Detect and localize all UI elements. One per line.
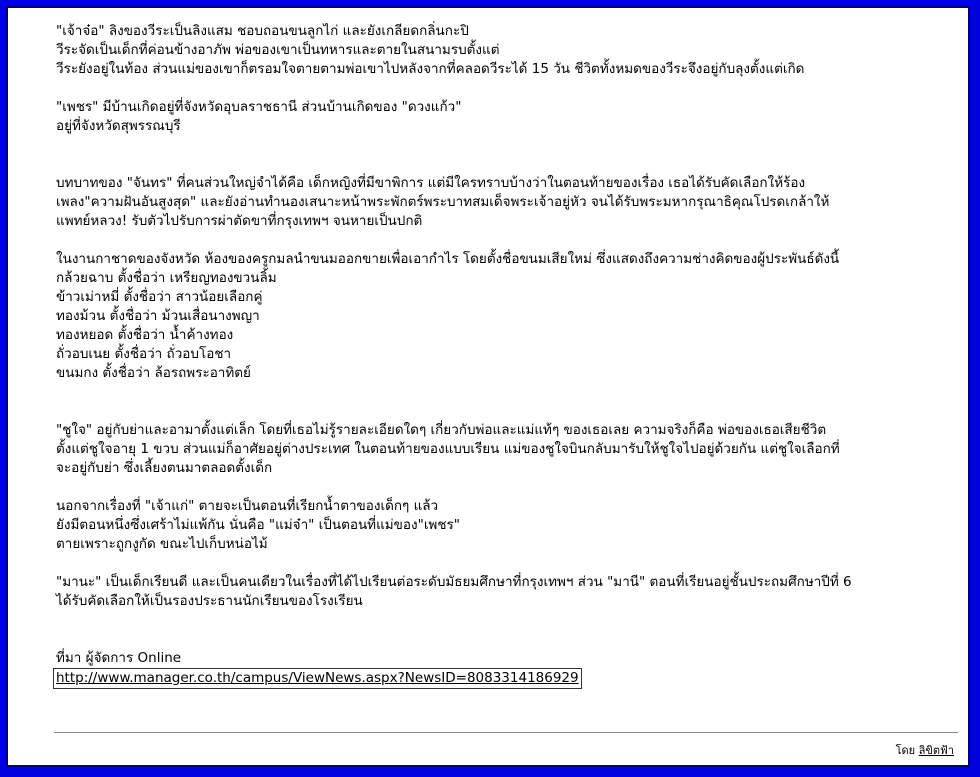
paragraph-sad-episodes (56, 497, 956, 554)
list-item: ขนมกง ตั้งชื่อว่า ล้อรถพระอาทิตย์ (56, 365, 251, 381)
paragraph-desserts (56, 250, 956, 383)
text-line: ตายเพราะถูกงูกัด ขณะไปเก็บหน่อไม้ (56, 536, 268, 552)
text-line: จะอยู่กับย่า ซึ่งเลี้ยงตนมาตลอดตั้งเด็ก (56, 460, 273, 476)
source-link[interactable]: http://www.manager.co.th/campus/ViewNews.aspx?NewsID=8083314186929 (53, 668, 582, 689)
byline (896, 741, 954, 759)
article-body (56, 22, 956, 689)
source-section (56, 649, 956, 689)
text-line: แพทย์หลวง! รับตัวไปรับการผ่าตัดขาที่กรุงเทพฯ จนหายเป็นปกติ (56, 213, 423, 229)
text-line: บทบาทของ "จันทร" ที่คนส่วนใหญ่จำได้คือ เด็กหญิงที่มีขาพิการ แต่มีใครทราบบ้างว่าในตอนท้ายของเรื่อง เธอได้รับคัดเลือกให้ร้อง (56, 175, 806, 191)
text-line: "มานะ" เป็นเด็กเรียนดี และเป็นคนเดียวในเรื่องที่ได้ไปเรียนต่อระดับมัธยมศึกษาที่กรุงเทพฯ ส่วน "มานี" ตอนที่เรียนอยู่ชั้นประถมศึกษาปีที่ 6 (56, 574, 852, 590)
paragraph-mana (56, 573, 956, 611)
text-line: อยู่ที่จังหวัดสุพรรณบุรี (56, 118, 181, 134)
paragraph-chujai (56, 421, 956, 478)
list-item: ข้าวเม่าหมี่ ตั้งชื่อว่า สาวน้อยเลือกคู่ (56, 289, 263, 305)
text-line: นอกจากเรื่องที่ "เจ้าแก่" ตายจะเป็นตอนที่เรียกน้ำตาของเด็กๆ แล้ว (56, 498, 439, 514)
text-line: ในงานกาชาดของจังหวัด ห้องของครูกมลนำขนมออกขายเพื่อเอากำไร โดยตั้งชื่อขนมเสียใหม่ ซึ่งแสดงถึงความช่างคิดของผู้ประพันธ์ดังนี้ (56, 251, 840, 267)
list-item: กล้วยฉาบ ตั้งชื่อว่า เหรียญทองขวนลิ้ม (56, 270, 277, 286)
text-line: ได้รับคัดเลือกให้เป็นรองประธานนักเรียนของโรงเรียน (56, 593, 363, 609)
byline-prefix: โดย (895, 744, 916, 757)
paragraph-birthplace (56, 98, 956, 136)
paragraph-chan (56, 174, 956, 231)
list-item: ทองม้วน ตั้งชื่อว่า ม้วนเสื่อนางพญา (56, 308, 260, 324)
text-line: วีระยังอยู่ในท้อง ส่วนแม่ของเขาก็ตรอมใจตายตามพ่อเขาไปหลังจากที่คลอดวีระได้ 15 วัน ชีวิตทั้งหมดของวีระจึงอยู่กับลุงตั้งแต่เกิด (56, 61, 805, 77)
text-line: ยังมีตอนหนึ่งซึ่งเศร้าไม่แพ้กัน นั่นคือ "แม่จ๋า" เป็นตอนที่แม่ของ"เพชร" (56, 517, 460, 533)
text-line: "เพชร" มีบ้านเกิดอยู่ที่จังหวัดอุบลราชธานี ส่วนบ้านเกิดของ "ดวงแก้ว" (56, 99, 462, 115)
divider (54, 732, 958, 733)
text-line: "เจ้าจ๋อ" ลิงของวีระเป็นลิงแสม ชอบถอนขนลูกไก่ และยังเกลียดกลิ่นกะปิ (56, 23, 469, 39)
list-item: ทองหยอด ตั้งชื่อว่า น้ำค้างทอง (56, 327, 234, 343)
text-line: ตั้งแต่ชูใจอายุ 1 ขวบ ส่วนแม่ก็อาศัยอยู่ต่างประเทศ ในตอนท้ายของแบบเรียน แม่ของชูใจบินกลับมารับให้ชูใจไปอยู่ด้วยกัน แต่ชูใจเลือกที่ (56, 441, 840, 457)
list-item: ถั่วอบเนย ตั้งชื่อว่า ถั่วอบโอชา (56, 346, 232, 362)
page-frame (6, 6, 970, 767)
text-line: เพลง"ความฝันอันสูงสุด" และยังอ่านทำนองเสนาะหน้าพระพักตร์พระบาทสมเด็จพระเจ้าอยู่หัว จนได้รับพระมหากรุณาธิคุณโปรดเกล้าให้ (56, 194, 830, 210)
text-line: วีระจัดเป็นเด็กที่ค่อนข้างอาภัพ พ่อของเขาเป็นทหารและตายในสนามรบตั้งแต่ (56, 42, 500, 58)
text-line: "ชูใจ" อยู่กับย่าและอามาตั้งแต่เล็ก โดยที่เธอไม่รู้รายละเอียดใดๆ เกี่ยวกับพ่อและแม่แท้ๆ ของเธอเลย ความจริงก็คือ พ่อของเธอเสียชีวิต (56, 422, 827, 438)
author-link[interactable]: ลิขิตฟ้า (918, 744, 954, 757)
paragraph-monkey (56, 22, 956, 79)
source-label: ที่มา ผู้จัดการ Online (56, 650, 182, 666)
